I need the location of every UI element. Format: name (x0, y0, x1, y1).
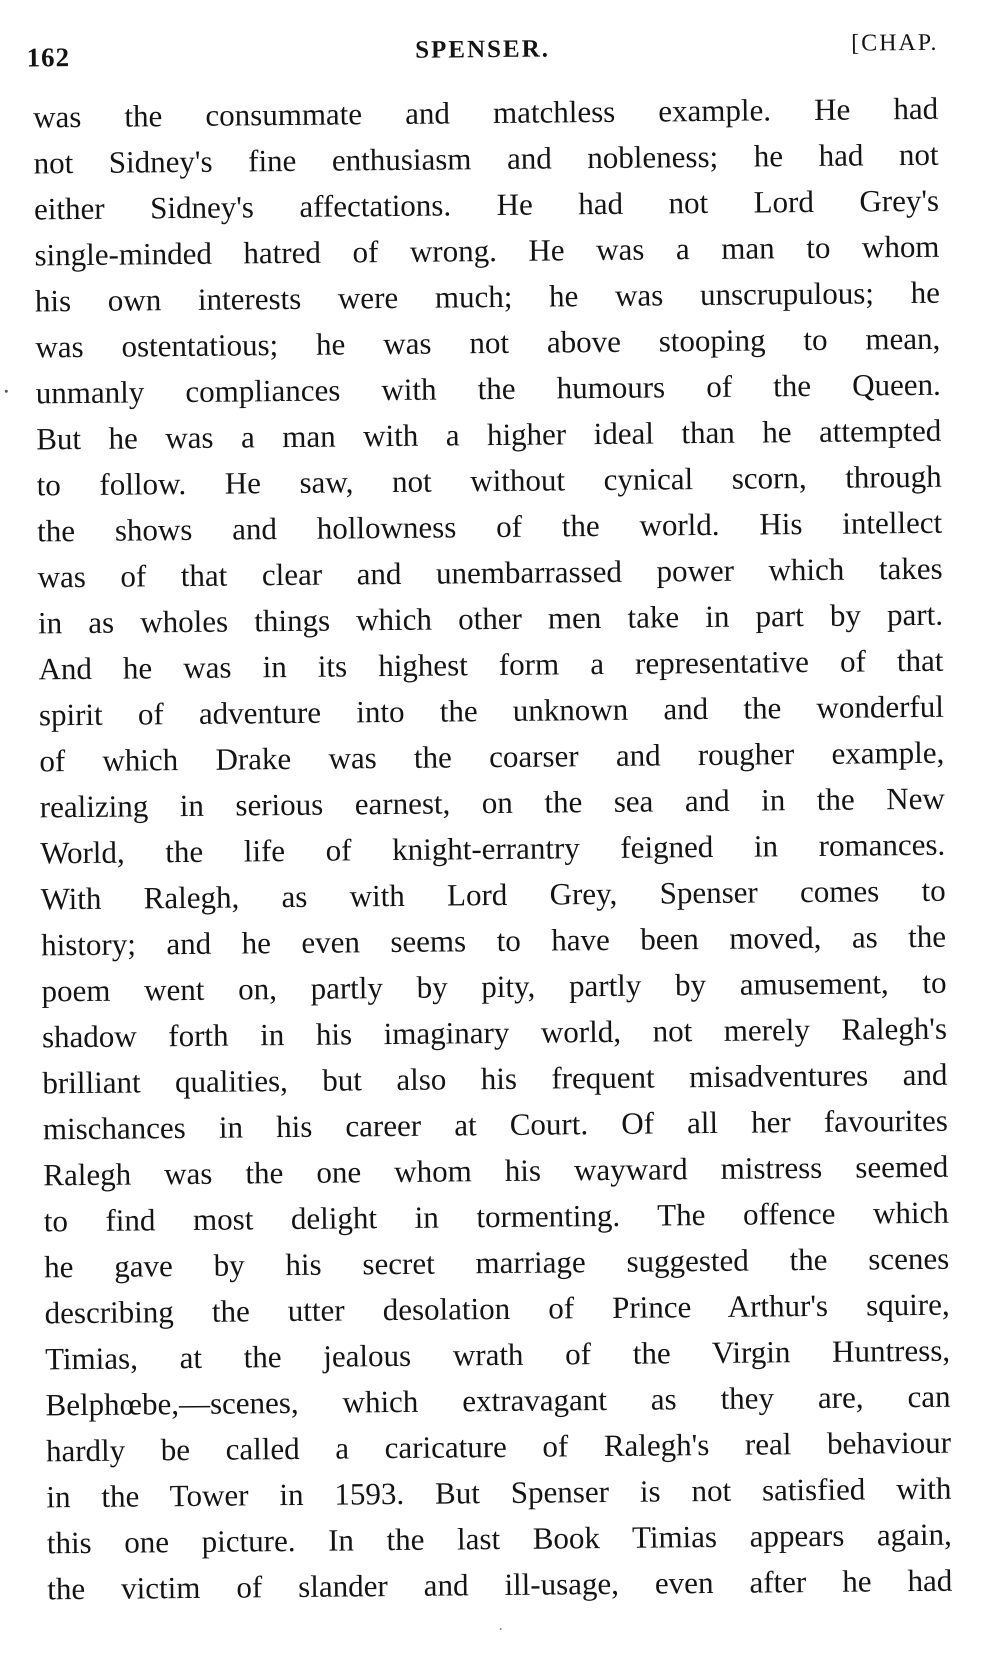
text-line: World, the life of knight-errantry feigned in romances. (40, 826, 946, 871)
text-line: history; and he even seems to have been moved, as the (40, 918, 947, 963)
text-line: the shows and hollowness of the world. His intellect (36, 504, 943, 549)
text-line: poem went on, partly by pity, partly by amusement, to (41, 964, 947, 1009)
text-line: unmanly compliances with the humours of the Queen. (35, 366, 941, 411)
text-line: in the Tower in 1593. But Spenser is not satisfied with (46, 1470, 952, 1515)
text-line: Ralegh was the one whom his wayward mistress seemed (43, 1148, 949, 1193)
text-line: And he was in its highest form a representative of that (38, 642, 944, 687)
running-head (26, 30, 938, 79)
text-line: But he was a man with a higher ideal than he attempted (36, 412, 942, 457)
text-line: not Sidney's fine enthusiasm and nobleness; he had not (33, 136, 939, 181)
body-text (33, 86, 953, 1613)
text-line: brilliant qualities, but also his frequent misadventures and (42, 1056, 948, 1101)
text-line: his own interests were much; he was unscrupulous; he (34, 274, 941, 319)
text-line: he gave by his secret marriage suggested the scenes (44, 1240, 950, 1285)
text-line: realizing in serious earnest, on the sea and in the New (39, 780, 945, 825)
footer-speck (500, 1628, 502, 1630)
text-line: spirit of adventure into the unknown and the wonderful (38, 688, 945, 733)
text-line: of which Drake was the coarser and rougher example, (39, 734, 945, 779)
margin-speck (5, 390, 8, 393)
text-line: With Ralegh, as with Lord Grey, Spenser comes to (40, 872, 946, 917)
page-number: 162 (26, 42, 71, 73)
text-line: either Sidney's affectations. He had not Lord Grey's (33, 182, 940, 227)
text-line: was the consummate and matchless example. He had (33, 90, 939, 135)
text-line: this one picture. In the last Book Timias appears again, (46, 1516, 952, 1561)
text-line: single-minded hatred of wrong. He was a man to whom (34, 228, 940, 273)
text-line: Belphœbe,—scenes, which extravagant as they are, can (45, 1378, 951, 1423)
text-line: to find most delight in tormenting. The offence which (43, 1194, 949, 1239)
text-line: was ostentatious; he was not above stooping to mean, (35, 320, 941, 365)
running-title: SPENSER. (415, 35, 551, 64)
text-line: hardly be called a caricature of Ralegh's real behaviour (45, 1424, 952, 1469)
text-line: Timias, at the jealous wrath of the Virgin Huntress, (44, 1332, 951, 1377)
text-line: the victim of slander and ill-usage, even after he had (47, 1562, 953, 1607)
text-line: in as wholes things which other men take in part by part. (37, 596, 944, 641)
text-line: shadow forth in his imaginary world, not merely Ralegh's (41, 1010, 948, 1055)
text-line: to follow. He saw, not without cynical scorn, through (36, 458, 942, 503)
chapter-mark: [CHAP. (851, 29, 939, 57)
text-line: mischances in his career at Court. Of all her favourites (42, 1102, 949, 1147)
text-line: was of that clear and unembarrassed power which takes (37, 550, 943, 595)
text-line: describing the utter desolation of Prince Arthur's squire, (44, 1286, 950, 1331)
